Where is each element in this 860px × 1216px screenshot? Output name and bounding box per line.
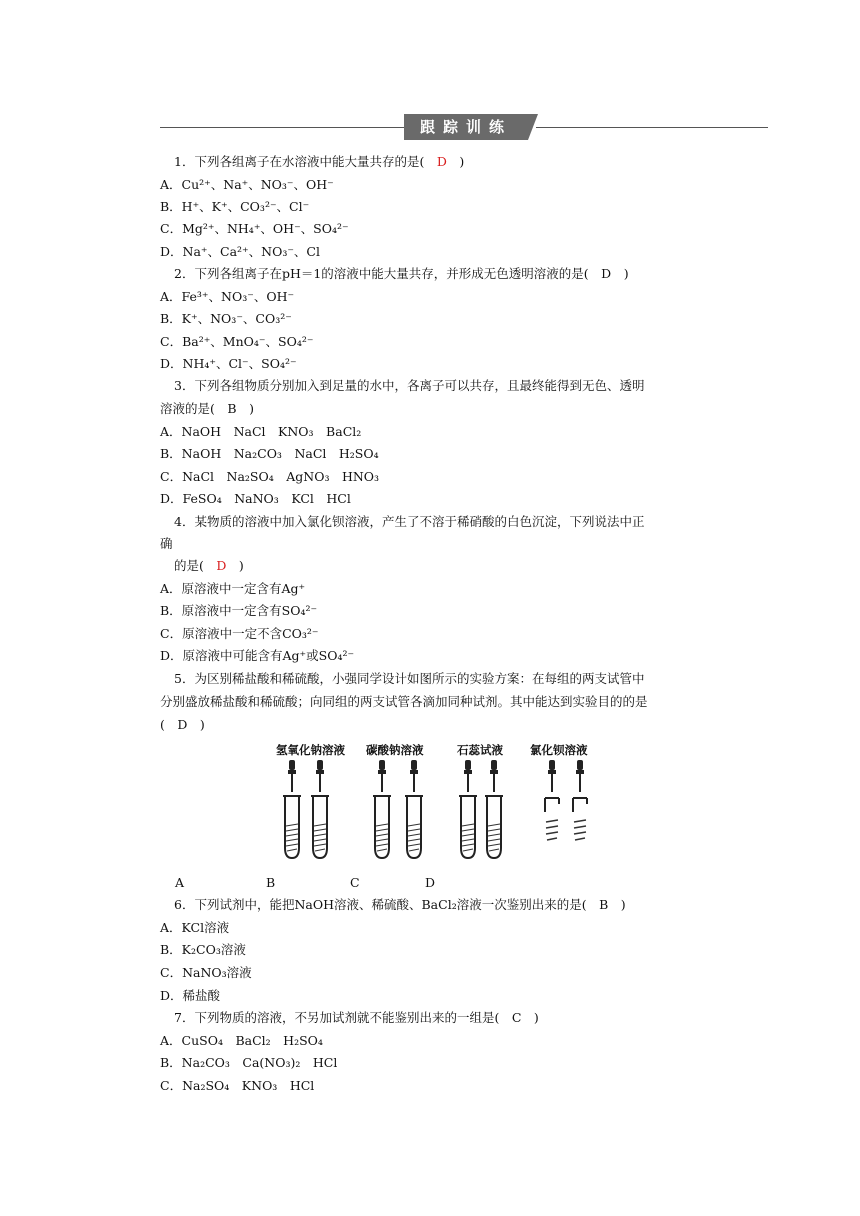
figure-letter-a: A (175, 875, 185, 890)
q5-stem-line1: 5．为区别稀盐酸和稀硫酸，小强同学设计如图所示的实验方案：在每组的两支试管中 (174, 671, 645, 686)
q2-stem: 2．下列各组离子在pH＝1的溶液中能大量共存，并形成无色透明溶液的是( D ) (174, 266, 629, 281)
q6-option-a: A．KCl溶液 (160, 920, 230, 935)
q1-option-b: B．H⁺、K⁺、CO₃²⁻、Cl⁻ (160, 199, 310, 214)
q1-stem-text: 1．下列各组离子在水溶液中能大量共存的是( (174, 154, 437, 169)
group-d-tubes (545, 760, 587, 840)
q4-close: ) (226, 558, 244, 573)
q4-stem-line3 (174, 558, 244, 574)
q1-stem (174, 154, 464, 170)
figure-letter-b: B (266, 875, 276, 890)
q6-option-d: D．稀盐酸 (160, 988, 221, 1003)
q7-option-c: C．Na₂SO₄ KNO₃ HCl (160, 1078, 315, 1093)
q2-option-d: D．NH₄⁺、Cl⁻、SO₄²⁻ (160, 356, 297, 371)
q1-option-a: A．Cu²⁺、Na⁺、NO₃⁻、OH⁻ (160, 177, 334, 192)
group-c-tubes (459, 760, 503, 858)
q3-stem-line1: 3．下列各组物质分别加入到足量的水中，各离子可以共存，且最终能得到无色、透明 (174, 378, 645, 393)
q4-stem-line2: 确 (160, 536, 173, 551)
q3-stem-line2: 溶液的是( B ) (160, 401, 254, 416)
figure-letter-c: C (350, 875, 360, 890)
q4-stem3-text: 的是( (174, 558, 217, 573)
figure-label-c: 石蕊试液 (457, 743, 503, 757)
q6-option-c: C．NaNO₃溶液 (160, 965, 252, 980)
section-title: 跟踪训练 (419, 118, 512, 136)
header-rule-right (536, 127, 768, 128)
q6-stem: 6．下列试剂中，能把NaOH溶液、稀硫酸、BaCl₂溶液一次鉴别出来的是( B ) (174, 897, 626, 912)
figure-label-b: 碳酸钠溶液 (366, 743, 424, 757)
figure-letter-d: D (425, 875, 436, 890)
q5-stem-line3: ( D ) (160, 717, 205, 732)
header-rule-left (160, 127, 404, 128)
q4-option-b: B．原溶液中一定含有SO₄²⁻ (160, 603, 318, 618)
q5-stem-line2: 分别盛放稀盐酸和稀硫酸；向同组的两支试管各滴加同种试剂。其中能达到实验目的的是 (160, 694, 648, 709)
q1-answer: D (436, 154, 447, 169)
test-tube-illustration (270, 752, 610, 862)
q7-stem: 7．下列物质的溶液，不另加试剂就不能鉴别出来的一组是( C ) (174, 1010, 539, 1025)
q3-option-a: A．NaOH NaCl KNO₃ BaCl₂ (160, 424, 362, 439)
q4-option-c: C．原溶液中一定不含CO₃²⁻ (160, 626, 319, 641)
q2-option-b: B．K⁺、NO₃⁻、CO₃²⁻ (160, 311, 292, 326)
q3-option-d: D．FeSO₄ NaNO₃ KCl HCl (160, 491, 351, 506)
q2-option-a: A．Fe³⁺、NO₃⁻、OH⁻ (160, 289, 295, 304)
q1-close: ) (446, 154, 465, 169)
group-a-tubes (283, 760, 329, 858)
q4-answer: D (216, 558, 227, 573)
q7-option-b: B．Na₂CO₃ Ca(NO₃)₂ HCl (160, 1055, 338, 1070)
q4-option-d: D．原溶液中可能含有Ag⁺或SO₄²⁻ (160, 648, 355, 663)
q7-option-a: A．CuSO₄ BaCl₂ H₂SO₄ (160, 1033, 323, 1048)
figure-label-d: 氯化钡溶液 (530, 743, 588, 757)
q6-option-b: B．K₂CO₃溶液 (160, 942, 246, 957)
group-b-tubes (373, 760, 423, 858)
q4-stem-line1: 4．某物质的溶液中加入氯化钡溶液，产生了不溶于稀硝酸的白色沉淀，下列说法中正 (174, 514, 645, 529)
section-header (404, 114, 528, 140)
q2-option-c: C．Ba²⁺、MnO₄⁻、SO₄²⁻ (160, 334, 314, 349)
q1-option-c: C．Mg²⁺、NH₄⁺、OH⁻、SO₄²⁻ (160, 221, 349, 236)
q3-option-b: B．NaOH Na₂CO₃ NaCl H₂SO₄ (160, 446, 379, 461)
q3-option-c: C．NaCl Na₂SO₄ AgNO₃ HNO₃ (160, 469, 380, 484)
figure-label-a: 氢氧化钠溶液 (276, 743, 345, 757)
q1-option-d: D．Na⁺、Ca²⁺、NO₃⁻、Cl (160, 244, 320, 259)
q4-option-a: A．原溶液中一定含有Ag⁺ (160, 581, 306, 596)
